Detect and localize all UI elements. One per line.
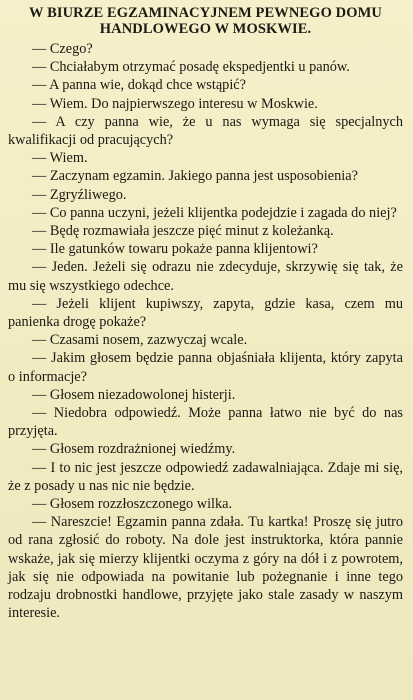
dialogue-line-17: — Niedobra odpowiedź. Może panna łatwo nie być do nas przyjęta.: [8, 405, 403, 440]
dialogue-line-11: — Ile gatunków towaru pokaże panna klijentowi?: [32, 241, 318, 258]
article-title-line-1: W BIURZE EGZAMINACYJNEM PEWNEGO DOMU: [29, 5, 382, 21]
dialogue-line-2: — Chciałabym otrzymać posadę ekspedjentki u panów.: [32, 59, 350, 76]
dialogue-line-8: — Zgryźliwego.: [32, 186, 127, 203]
dialogue-line-16: — Głosem niezadowolonej histerji.: [32, 386, 236, 403]
dialogue-line-13: — Jeżeli klijent kupiwszy, zapyta, gdzie kasa, czem mu panienka drogę pokaże?: [8, 295, 403, 331]
dialogue-line-4: — Wiem. Do najpierwszego interesu w Moskwie.: [32, 95, 318, 112]
dialogue-line-3: — A panna wie, dokąd chce wstąpić?: [32, 77, 246, 94]
dialogue-line-5: — A czy panna wie, że u nas wymaga się specjalnych kwalifikacji od pracujących?: [8, 113, 403, 149]
article-body: [8, 40, 403, 623]
dialogue-line-20: — Głosem rozzłoszczonego wilka.: [32, 496, 233, 513]
dialogue-line-14: — Czasami nosem, zazwyczaj wcale.: [32, 332, 248, 349]
article-title: [8, 5, 403, 37]
article-title-line-2: HANDLOWEGO W MOSKWIE.: [99, 21, 312, 37]
dialogue-line-21: — Nareszcie! Egzamin panna zdała. Tu kartka! Proszę się jutro od rana zgłosić do roboty. Na dole jest instruktorka, która pannie wskaże, jak się mierzy klijentki oczyma z góry na dół i z powrotem, jak się nie odpowiada na powitanie lub pożegnanie i inne tego rodzaju drobnostki handlowe, przyjęte jako stale zasady w naszym interesie.: [8, 514, 403, 622]
dialogue-line-12: — Jeden. Jeżeli się odrazu nie zdecyduje, skrzywię się tak, że mu się wszystkiego odechce.: [8, 259, 403, 294]
dialogue-line-15: — Jakim głosem będzie panna objaśniała klijenta, który zapyta o informacje?: [8, 350, 403, 385]
dialogue-line-9: — Co panna uczyni, jeżeli klijentka podejdzie i zagada do niej?: [32, 204, 397, 221]
dialogue-line-1: — Czego?: [32, 41, 93, 57]
dialogue-line-19: — I to nic jest jeszcze odpowiedź zadawalniająca. Zdaje mi się, że z posady u nas nic nie będzie.: [8, 459, 403, 494]
dialogue-line-18: — Głosem rozdrażnionej wiedźmy.: [32, 441, 236, 458]
dialogue-line-6: — Wiem.: [32, 150, 88, 167]
dialogue-line-7: — Zaczynam egzamin. Jakiego panna jest usposobienia?: [32, 168, 358, 185]
dialogue-line-10: — Będę rozmawiała jeszcze pięć minut z koleżanką.: [32, 223, 334, 240]
